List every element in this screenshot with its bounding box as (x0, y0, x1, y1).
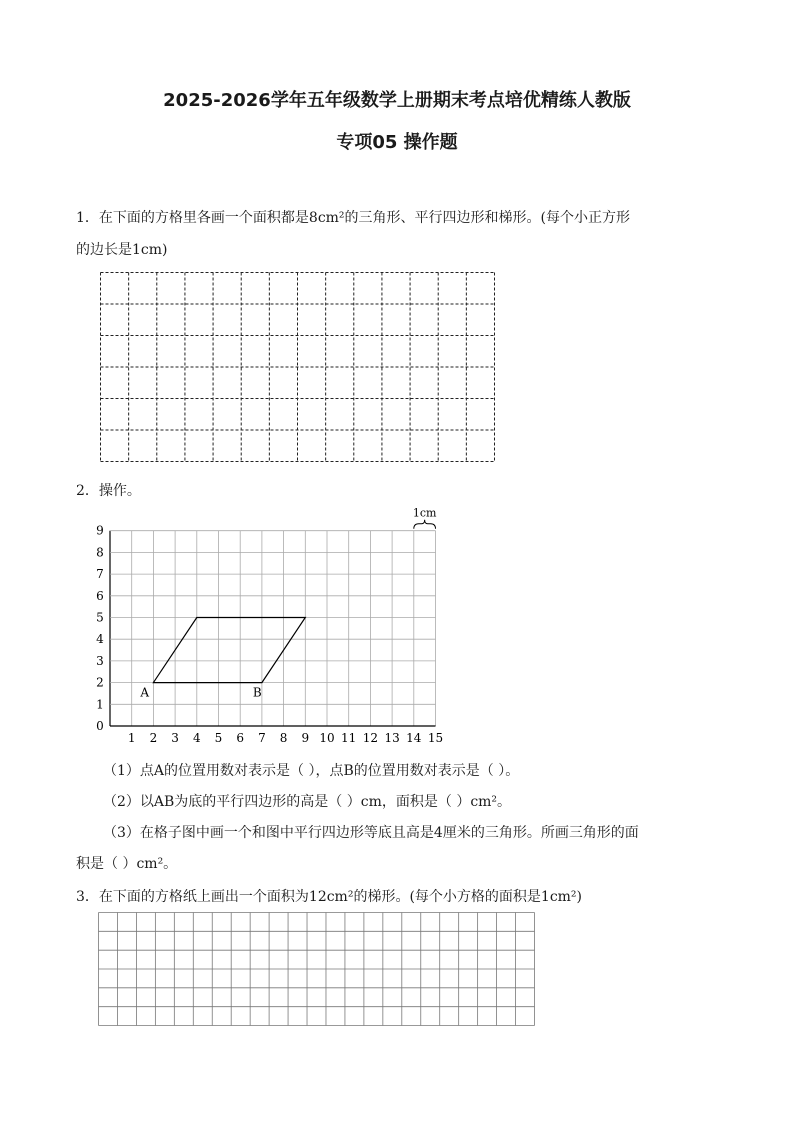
grid-lines (110, 531, 436, 726)
y-tick-label: 2 (96, 675, 104, 690)
x-tick-label: 15 (427, 731, 444, 745)
y-tick-labels (96, 524, 104, 733)
q1-dashed-grid (100, 272, 495, 462)
q3-square-grid (98, 912, 535, 1026)
x-tick-label: 7 (258, 731, 266, 745)
scale-brace (414, 520, 436, 529)
x-tick-label: 14 (406, 731, 422, 745)
point-a-label: A (140, 685, 150, 700)
scale-label: 1cm (412, 506, 437, 520)
y-tick-label: 5 (96, 610, 104, 625)
y-tick-label: 8 (96, 545, 104, 560)
y-tick-label: 7 (96, 567, 104, 582)
x-tick-label: 13 (384, 731, 400, 745)
x-tick-label: 5 (214, 731, 223, 745)
q2-sub1: （1）点A的位置用数对表示是（ ），点B的位置用数对表示是（ ）。 (103, 763, 520, 779)
point-b-label: B (252, 685, 262, 700)
x-tick-label: 11 (341, 731, 357, 745)
y-tick-label: 9 (96, 523, 104, 538)
x-tick-label: 1 (127, 731, 136, 745)
q3-text: 3．在下面的方格纸上画出一个面积为12cm²的梯形。(每个小方格的面积是1cm²) (76, 889, 583, 905)
parallelogram-shape (153, 618, 305, 683)
x-tick-label: 6 (236, 731, 245, 745)
q2-sub3-line2: 积是（ ）cm²。 (76, 856, 178, 872)
q1-text-line1: 1．在下面的方格里各画一个面积都是8cm²的三角形、平行四边形和梯形。(每个小正方形 (76, 210, 631, 226)
y-tick-label: 0 (96, 719, 104, 733)
q2-sub2: （2）以AB为底的平行四边形的高是（ ）cm，面积是（ ）cm²。 (103, 794, 512, 810)
x-tick-label: 3 (171, 731, 179, 745)
q2-sub3-line1: （3）在格子图中画一个和图中平行四边形等底且高是4厘米的三角形。所画三角形的面 (103, 825, 639, 841)
x-tick-label: 9 (301, 731, 310, 745)
x-tick-label: 12 (362, 731, 379, 745)
q1-text-line2: 的边长是1cm) (76, 242, 168, 258)
x-tick-label: 8 (279, 731, 288, 745)
y-tick-label: 6 (96, 588, 104, 603)
page-subtitle: 专项05 操作题 (336, 132, 458, 153)
x-tick-label: 10 (319, 731, 335, 745)
q2-text: 2．操作。 (76, 483, 141, 499)
x-tick-labels (128, 731, 443, 745)
y-tick-label: 3 (96, 653, 104, 668)
y-tick-label: 4 (96, 632, 104, 647)
x-tick-label: 4 (192, 731, 201, 745)
q2-coordinate-grid (0, 500, 794, 750)
page-title: 2025-2026学年五年级数学上册期末考点培优精练人教版 (163, 90, 631, 111)
x-tick-label: 2 (149, 731, 158, 745)
y-tick-label: 1 (96, 697, 104, 712)
